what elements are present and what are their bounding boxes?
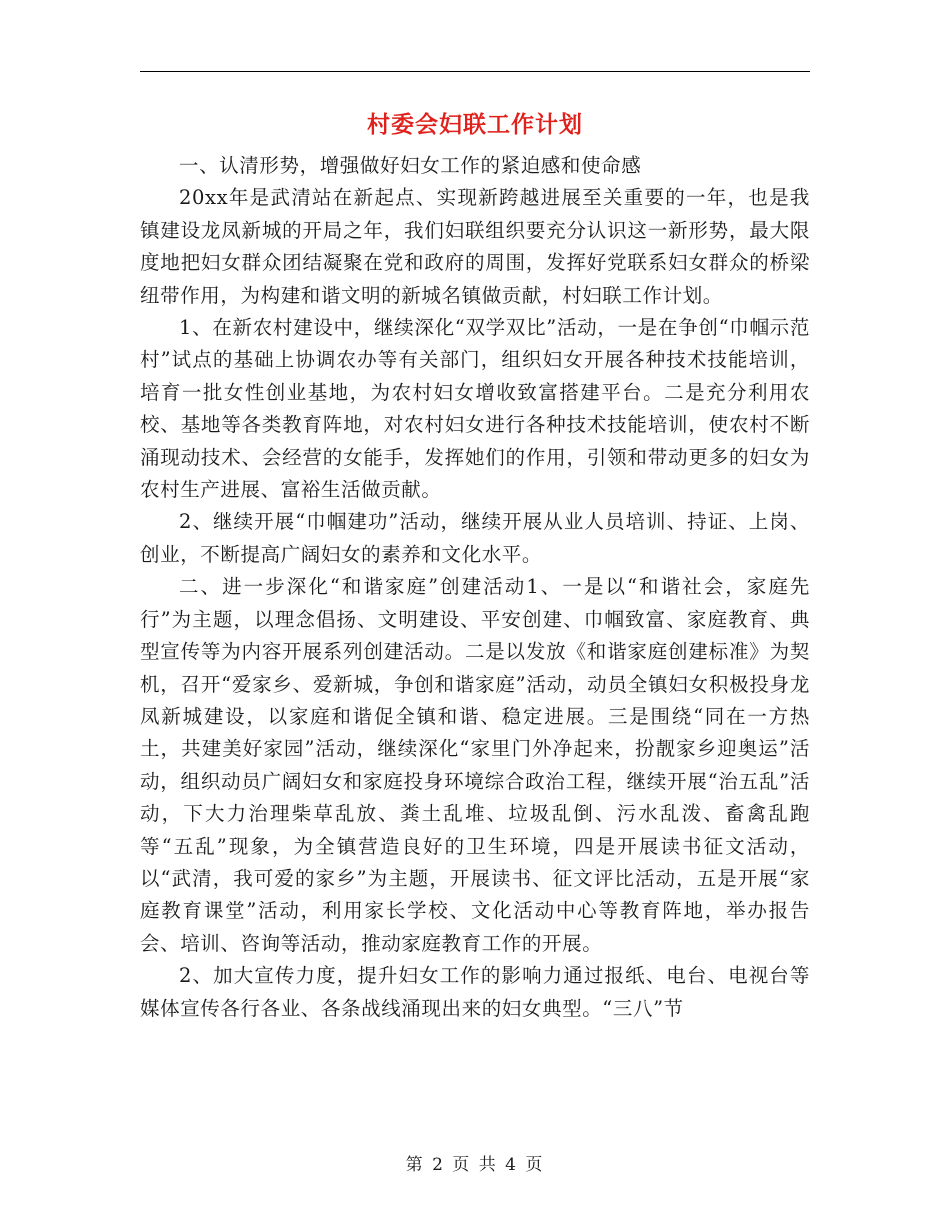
document-body [140,150,810,1025]
paragraph: 20xx年是武清站在新起点、实现新跨越进展至关重要的一年，也是我镇建设龙凤新城的开局之年，我们妇联组织要充分认识这一新形势，最大限度地把妇女群众团结凝聚在党和政府的周围，发挥好党联系妇女群众的桥梁纽带作用，为构建和谐文明的新城名镇做贡献，村妇联工作计划。 [140,186,810,307]
page-number-footer: 第 2 页 共 4 页 [405,1155,545,1175]
paragraph: 2、加大宣传力度，提升妇女工作的影响力通过报纸、电台、电视台等媒体宣传各行各业、各条战线涌现出来的妇女典型。“三八”节 [140,964,810,1020]
header-rule [140,71,810,72]
document-title: 村委会妇联工作计划 [367,111,583,138]
section-heading-1: 一、认清形势，增强做好妇女工作的紧迫感和使命感 [179,154,642,177]
section-heading-2-paragraph: 二、进一步深化“和谐家庭”创建活动1、一是以“和谐社会，家庭先行”为主题，以理念倡扬、文明建设、平安创建、巾帼致富、家庭教育、典型宣传等为内容开展系列创建活动。二是以发放《和谐家庭创建标准》为契机，召开“爱家乡、爱新城，争创和谐家庭”活动，动员全镇妇女积极投身龙凤新城建设，以家庭和谐促全镇和谐、稳定进展。三是围绕“同在一方热土，共建美好家园”活动，继续深化“家里门外净起来，扮靓家乡迎奥运”活动，组织动员广阔妇女和家庭投身环境综合政治工程，继续开展“治五乱”活动，下大力治理柴草乱放、粪土乱堆、垃圾乱倒、污水乱泼、畜禽乱跑等“五乱”现象，为全镇营造良好的卫生环境，四是开展读书征文活动，以“武清，我可爱的家乡”为主题，开展读书、征文评比活动，五是开展“家庭教育课堂”活动，利用家长学校、文化活动中心等教育阵地，举办报告会、培训、咨询等活动，推动家庭教育工作的开展。 [140,575,810,955]
paragraph: 1、在新农村建设中，继续深化“双学双比”活动，一是在争创“巾帼示范村”试点的基础上协调农办等有关部门，组织妇女开展各种技术技能培训，培育一批女性创业基地，为农村妇女增收致富搭建平台。二是充分利用农校、基地等各类教育阵地，对农村妇女进行各种技术技能培训，使农村不断涌现动技术、会经营的女能手，发挥她们的作用，引领和带动更多的妇女为农村生产进展、富裕生活做贡献。 [140,316,810,502]
paragraph: 2、继续开展“巾帼建功”活动，继续开展从业人员培训、持证、上岗、创业，不断提高广阔妇女的素养和文化水平。 [140,510,810,566]
